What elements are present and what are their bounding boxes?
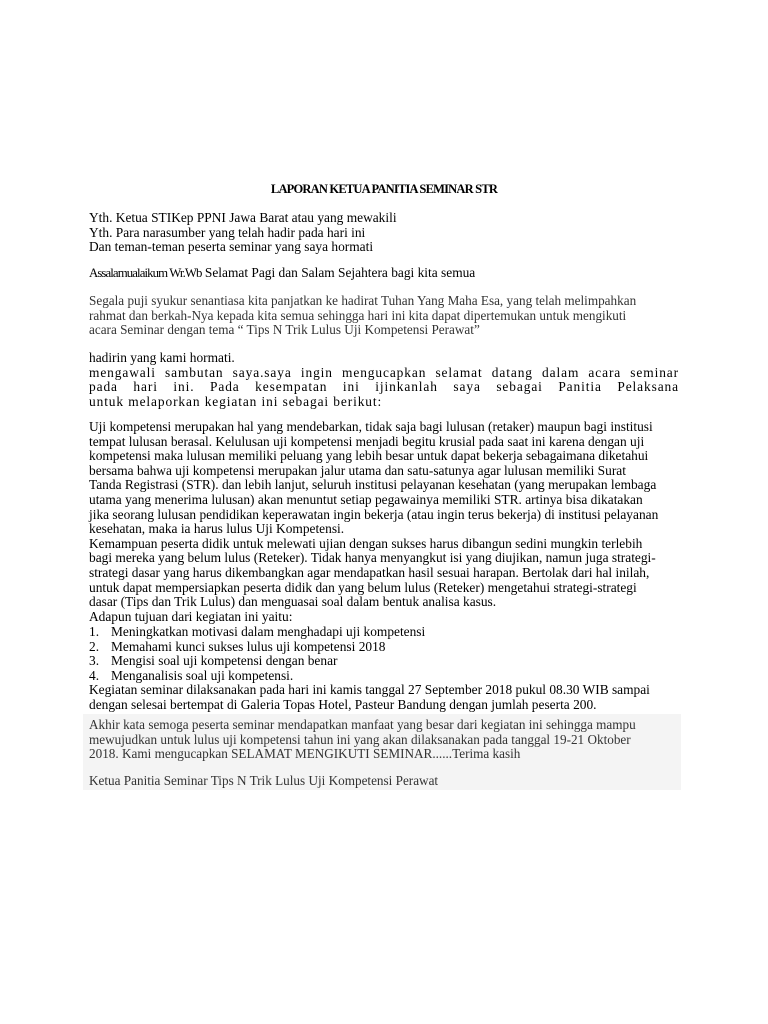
body-line: Tanda Registrasi (STR). dan lebih lanjut, seluruh institusi pelayanan kesehatan (yang merupakan lembaga	[89, 477, 657, 493]
body-line: dasar (Tips dan Trik Lulus) dan menguasai soal dalam bentuk analisa kasus.	[89, 594, 497, 610]
schedule-line: dengan selesai bertempat di Galeria Topas Hotel, Pasteur Bandung dengan jumlah peserta 200.	[89, 696, 597, 712]
closing-line: mewujudkan untuk lulus uji kompetensi tahun ini yang akan dilaksanakan pada tanggal 19-21 Oktober	[89, 731, 631, 747]
hadirin-line: untuk melaporkan kegiatan ini sebagai berikut:	[89, 393, 383, 409]
closing-line: Akhir kata semoga peserta seminar mendapatkan manfaat yang besar dari kegiatan ini sehingga mampu	[89, 717, 636, 732]
list-item	[89, 669, 679, 684]
list-text: Meningkatkan motivasi dalam menghadapi uji kompetensi	[111, 624, 426, 639]
body-line: kesehatan, maka ia harus lulus Uji Kompetensi.	[89, 521, 345, 537]
signature	[89, 774, 679, 789]
closing-line: 2018. Kami mengucapkan SELAMAT MENGIKUTI SEMINAR......Terima kasih	[89, 746, 521, 762]
list-number: 4.	[89, 667, 100, 683]
body-paragraphs	[89, 420, 679, 624]
schedule-line: Kegiatan seminar dilaksanakan pada hari ini kamis tanggal 27 September 2018 pukul 08.30 WIB sampai	[89, 682, 650, 698]
body-line: kompetensi maka lulusan memiliki peluang yang lebih besar untuk dapat bekerja sebagaimana diketahui	[89, 448, 649, 464]
body-line: Kemampuan peserta didik untuk melewati ujian dengan sukses harus dibangun sedini mungkin terlebih	[89, 535, 643, 551]
greeting-line: Dan teman-teman peserta seminar yang saya hormati	[89, 239, 374, 255]
list-number: 1.	[89, 624, 100, 639]
hadirin-line: mengawali sambutan saya.saya ingin mengucapkan selamat datang dalam acara seminar	[89, 364, 679, 380]
greetings	[89, 211, 679, 255]
salam-line	[89, 266, 679, 281]
list-item	[89, 654, 679, 669]
hadirin-line: hadirin yang kami hormati.	[89, 350, 235, 365]
list-number: 3.	[89, 653, 100, 669]
body-line: Adapun tujuan dari kegiatan ini yaitu:	[89, 608, 293, 624]
list-text: Memahami kunci sukses lulus uji kompetensi 2018	[111, 638, 386, 654]
body-line: untuk dapat mempersiapkan peserta didik dan yang belum lulus (Reteker) mengetahui strategi-strategi	[89, 579, 637, 595]
body-line: utama yang menerima lulusan) akan menuntut setiap pegawainya memiliki STR. artinya bisa dikatakan	[89, 491, 643, 507]
hadirin-paragraph	[89, 351, 679, 409]
list-item	[89, 625, 679, 640]
list-text: Mengisi soal uji kompetensi dengan benar	[111, 653, 338, 669]
greeting-line: Yth. Para narasumber yang telah hadir pada hari ini	[89, 224, 366, 240]
list-text: Menganalisis soal uji kompetensi.	[111, 667, 294, 683]
intro-line: Segala puji syukur senantiasa kita panjatkan ke hadirat Tuhan Yang Maha Esa, yang telah melimpahkan	[89, 293, 637, 308]
hadirin-line: pada hari ini. Pada kesempatan ini ijinkanlah saya sebagai Panitia Pelaksana	[89, 379, 679, 395]
list-number: 2.	[89, 638, 100, 654]
signature-line: Ketua Panitia Seminar Tips N Trik Lulus Uji Kompetensi Perawat	[89, 773, 439, 788]
body-line: Uji kompetensi merupakan hal yang mendebarkan, tidak saja bagi lulusan (retaker) maupun bagi institusi	[89, 419, 653, 434]
body-line: bagi mereka yang belum lulus (Reteker). Tidak hanya menyangkut isi yang diujikan, namun juga strategi-	[89, 550, 656, 566]
intro-line: acara Seminar dengan tema “ Tips N Trik Lulus Uji Kompetensi Perawat”	[89, 322, 480, 338]
objectives-list	[89, 625, 679, 713]
intro-paragraph	[89, 294, 679, 338]
list-item	[89, 640, 679, 655]
body-line: bersama bahwa uji kompetensi merupakan jalur utama dan satu-satunya agar lulusan memiliki Surat	[89, 462, 626, 478]
closing-paragraph	[89, 718, 679, 762]
document-title: LAPORAN KETUA PANITIA SEMINAR STR	[270, 182, 498, 196]
body-line: tempat lulusan berasal. Kelulusan uji kompetensi menjadi begitu krusial pada saat ini karena dengan uji	[89, 433, 645, 449]
salam-prefix: Assalamualaikum Wr.Wb	[89, 266, 202, 280]
intro-line: rahmat dan berkah-Nya kepada kita semua sehingga hari ini kita dapat dipertemukan untuk mengikuti	[89, 307, 627, 323]
greeting-line: Yth. Ketua STIKep PPNI Jawa Barat atau yang mewakili	[89, 210, 397, 225]
salam-rest: Selamat Pagi dan Salam Sejahtera bagi kita semua	[201, 265, 476, 280]
body-line: strategi dasar yang harus dikembangkan agar mendapatkan hasil sesuai harapan. Bertolak dari hal inilah,	[89, 564, 650, 580]
body-line: jika seorang lulusan pendidikan keperawatan ingin bekerja (atau ingin terus bekerja) di institusi pelayanan	[89, 506, 659, 522]
